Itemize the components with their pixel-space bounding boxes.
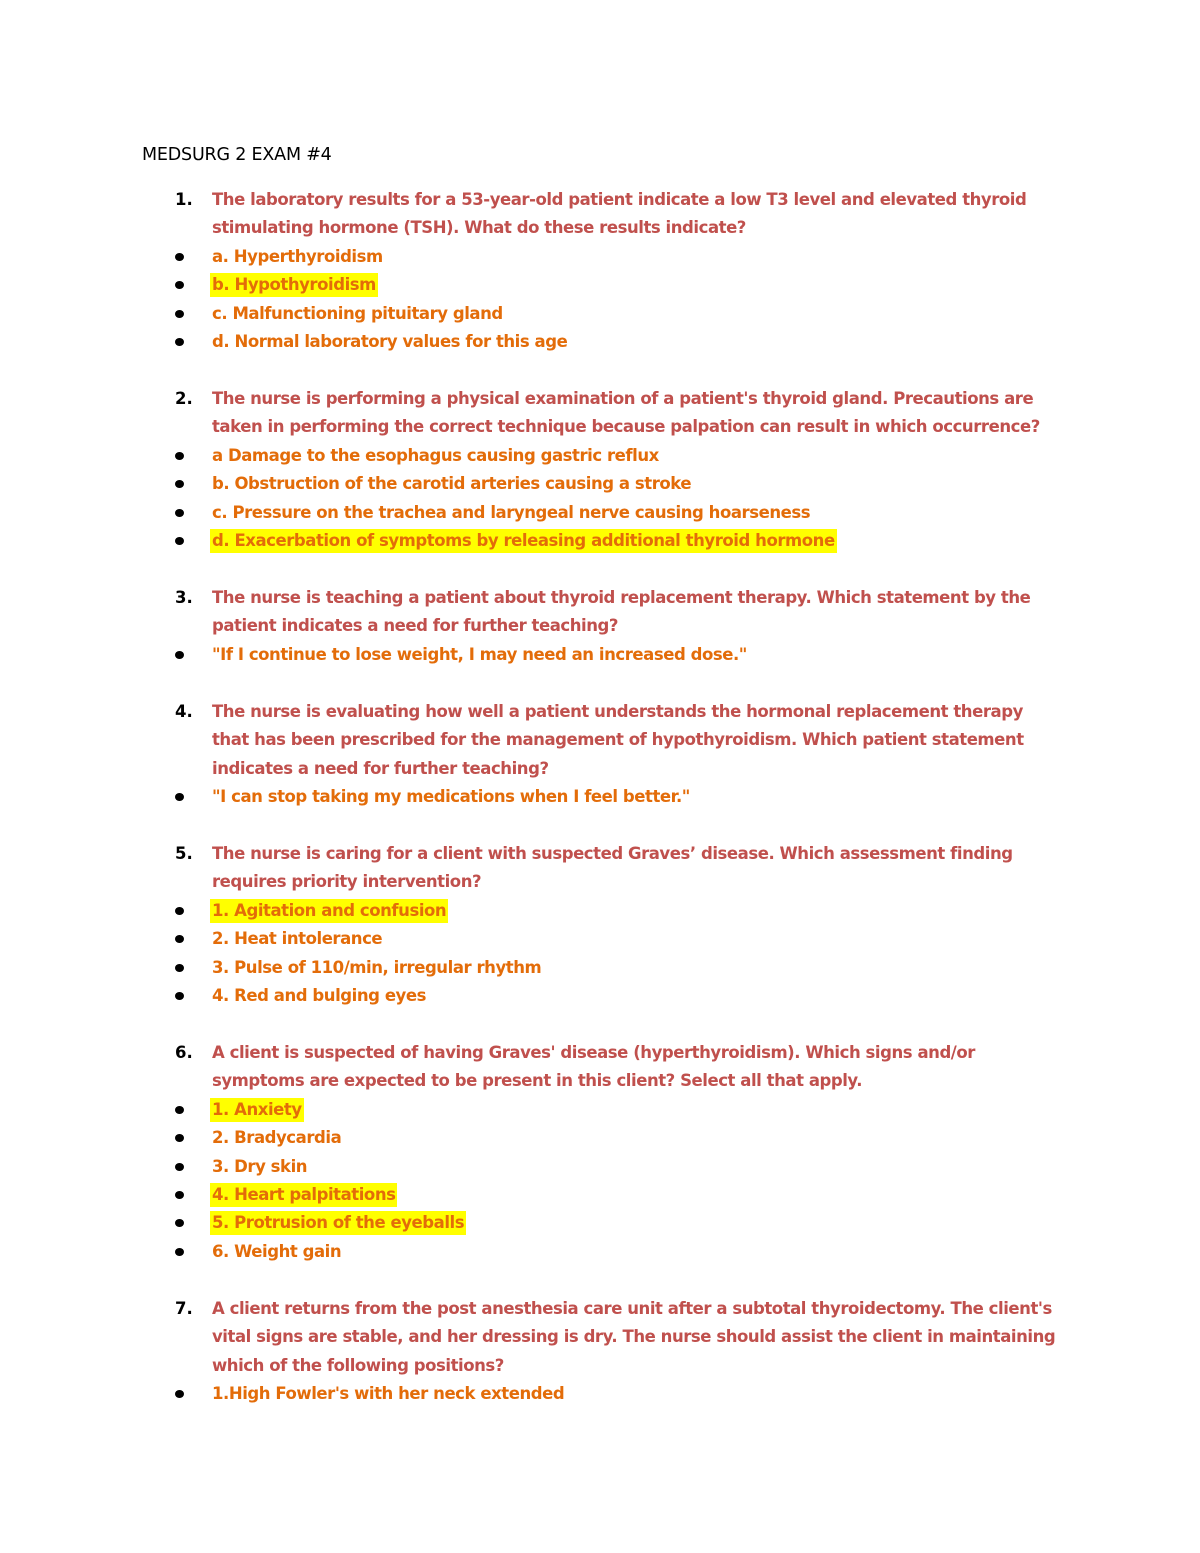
question-number: 5. — [175, 844, 193, 863]
answer-option — [212, 300, 503, 328]
bullet-icon — [175, 452, 184, 460]
question-number: 3. — [175, 588, 193, 607]
question-text-line: indicates a need for further teaching? — [212, 758, 549, 778]
bullet-icon — [175, 480, 184, 488]
highlighted-answer-option — [212, 527, 837, 555]
answer-option-text: 3. Dry skin — [212, 1156, 308, 1176]
bullet-icon — [175, 1106, 184, 1114]
bullet-icon — [175, 537, 184, 545]
question-number: 7. — [175, 1299, 193, 1318]
highlighted-answer-option — [212, 271, 378, 299]
answer-option — [212, 982, 426, 1010]
question-number: 1. — [175, 190, 193, 209]
answer-option-text: c. Pressure on the trachea and laryngeal nerve causing hoarseness — [212, 502, 811, 522]
highlighted-answer-option — [212, 897, 448, 925]
question-text-line: A client is suspected of having Graves' disease (hyperthyroidism). Which signs and/or — [212, 1043, 975, 1062]
bullet-icon — [175, 907, 184, 915]
question-text-line: requires priority intervention? — [212, 872, 482, 892]
answer-option — [212, 470, 691, 498]
answer-option-text: d. Normal laboratory values for this age — [212, 332, 568, 351]
question-text-line: vital signs are stable, and her dressing is dry. The nurse should assist the client in maintaining — [212, 1327, 1056, 1347]
bullet-icon — [175, 964, 184, 972]
answer-option — [212, 783, 690, 811]
question-text-line: A client returns from the post anesthesia care unit after a subtotal thyroidectomy. The client's — [212, 1299, 1052, 1318]
answer-option-text: a. Hyperthyroidism — [212, 246, 383, 266]
answer-option — [212, 499, 810, 527]
highlighted-answer-option — [212, 1096, 304, 1124]
bullet-icon — [175, 1134, 184, 1142]
question-text-line: The nurse is evaluating how well a patient understands the hormonal replacement therapy — [212, 702, 1023, 721]
answer-option-text: 3. Pulse of 110/min, irregular rhythm — [212, 957, 542, 977]
answer-option-text: 4. Red and bulging eyes — [212, 986, 426, 1005]
question-text-line: The nurse is caring for a client with suspected Graves’ disease. Which assessment finding — [212, 844, 1013, 863]
answer-option — [212, 954, 541, 982]
question-text-line: symptoms are expected to be present in this client? Select all that apply. — [212, 1071, 863, 1091]
answer-option — [212, 925, 382, 953]
highlighted-answer-option — [212, 1209, 466, 1237]
bullet-icon — [175, 651, 184, 659]
question-text-line: patient indicates a need for further teaching? — [212, 616, 619, 636]
bullet-icon — [175, 338, 184, 346]
document-title: MEDSURG 2 EXAM #4 — [142, 145, 332, 165]
answer-option — [212, 1380, 564, 1408]
answer-option — [212, 1124, 341, 1152]
bullet-icon — [175, 1219, 184, 1227]
question-text-line: taken in performing the correct technique because palpation can result in which occurrence? — [212, 417, 1040, 437]
answer-option-text: c. Malfunctioning pituitary gland — [212, 303, 503, 323]
answer-option-text: "If I continue to lose weight, I may need an increased dose." — [212, 644, 747, 664]
answer-option-text: 2. Bradycardia — [212, 1128, 342, 1148]
question-text-line: The laboratory results for a 53-year-old patient indicate a low T3 level and elevated thyroid — [212, 190, 1027, 209]
answer-option-text: 1.High Fowler's with her neck extended — [212, 1384, 565, 1404]
answer-option — [212, 1238, 341, 1266]
bullet-icon — [175, 310, 184, 318]
highlighted-answer-option — [212, 1181, 397, 1209]
answer-option-text: b. Hypothyroidism — [210, 273, 378, 297]
bullet-icon — [175, 992, 184, 1000]
answer-option — [212, 328, 567, 356]
question-text-line: stimulating hormone (TSH). What do these results indicate? — [212, 218, 746, 238]
answer-option-text: 2. Heat intolerance — [212, 929, 383, 949]
question-number: 2. — [175, 389, 193, 408]
question-number: 4. — [175, 702, 193, 721]
answer-option-text: 4. Heart palpitations — [210, 1183, 397, 1207]
answer-option-text: 1. Anxiety — [210, 1098, 304, 1122]
answer-option — [212, 641, 747, 669]
answer-option-text: b. Obstruction of the carotid arteries causing a stroke — [212, 474, 692, 494]
answer-option-text: 5. Protrusion of the eyeballs — [210, 1211, 466, 1235]
answer-option — [212, 243, 383, 271]
bullet-icon — [175, 253, 184, 261]
bullet-icon — [175, 1163, 184, 1171]
question-text-line: which of the following positions? — [212, 1355, 504, 1375]
answer-option-text: d. Exacerbation of symptoms by releasing additional thyroid hormone — [210, 529, 837, 553]
answer-option-text: 1. Agitation and confusion — [210, 899, 448, 923]
answer-option — [212, 442, 659, 470]
bullet-icon — [175, 1248, 184, 1256]
question-number: 6. — [175, 1043, 193, 1062]
question-text-line: that has been prescribed for the management of hypothyroidism. Which patient statement — [212, 730, 1024, 750]
answer-option-text: 6. Weight gain — [212, 1241, 342, 1261]
bullet-icon — [175, 935, 184, 943]
bullet-icon — [175, 1191, 184, 1199]
bullet-icon — [175, 793, 184, 801]
bullet-icon — [175, 1390, 184, 1398]
question-text-line: The nurse is performing a physical examination of a patient's thyroid gland. Precautions are — [212, 389, 1034, 408]
question-text-line: The nurse is teaching a patient about thyroid replacement therapy. Which statement by the — [212, 588, 1031, 607]
bullet-icon — [175, 281, 184, 289]
answer-option — [212, 1153, 307, 1181]
answer-option-text: "I can stop taking my medications when I feel better." — [212, 787, 690, 807]
bullet-icon — [175, 509, 184, 517]
answer-option-text: a Damage to the esophagus causing gastric reflux — [212, 445, 659, 465]
